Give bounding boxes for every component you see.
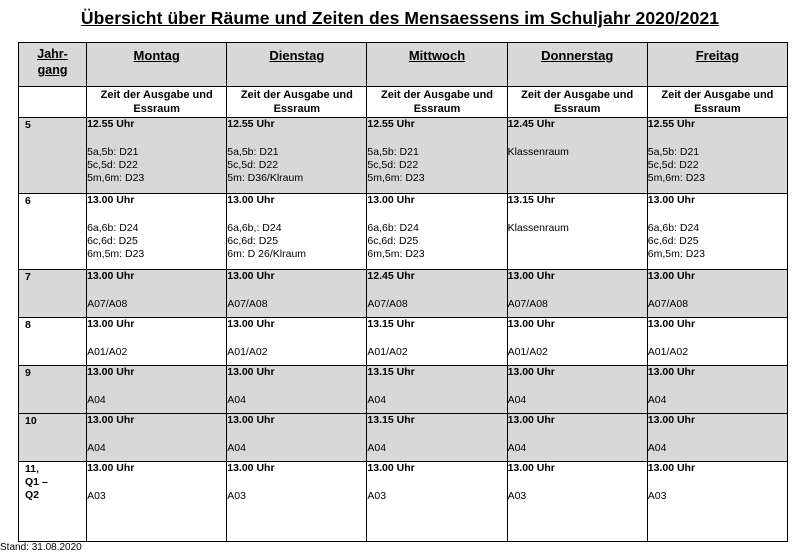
- room-assignment: A07/A08: [87, 298, 128, 310]
- document-title: Übersicht über Räume und Zeiten des Mensaessens im Schuljahr 2020/2021: [80, 8, 720, 28]
- serving-time: 13.00 Uhr: [507, 366, 555, 378]
- room-assignment: A04: [367, 442, 387, 454]
- spacer: [508, 427, 647, 442]
- status-date: Stand: 31.08.2020: [0, 542, 82, 553]
- cell-friday: [647, 366, 787, 414]
- room-assignment: A01/A02: [507, 346, 548, 358]
- spacer: [87, 331, 226, 346]
- spacer: [87, 379, 226, 394]
- cell-wednesday: [367, 366, 507, 414]
- room-assignment: A04: [367, 394, 387, 406]
- serving-time: 13.00 Uhr: [227, 270, 275, 282]
- room-assignment: A04: [507, 394, 527, 406]
- spacer: [227, 207, 366, 222]
- room-assignment: 6a,6b: D24: [367, 222, 419, 234]
- cell-tuesday: [227, 318, 367, 366]
- room-assignment: 6m,5m: D23: [647, 248, 705, 260]
- cell-friday: [647, 194, 787, 270]
- room-assignment: A03: [507, 490, 527, 502]
- spacer: [87, 475, 226, 490]
- cell-monday: [87, 366, 227, 414]
- room-assignment: 6c,6d: D25: [647, 235, 699, 247]
- room-assignment: 6c,6d: D25: [87, 235, 138, 247]
- table-row: [19, 118, 788, 194]
- room-assignment: A04: [227, 442, 246, 454]
- serving-time: 13.00 Uhr: [227, 194, 275, 206]
- grade-label: 6: [25, 195, 31, 207]
- spacer: [648, 207, 787, 222]
- subheader-cell: Zeit der Ausgabe und Essraum: [87, 87, 227, 118]
- serving-time: 13.00 Uhr: [87, 366, 135, 378]
- cell-tuesday: [227, 118, 367, 194]
- cell-thursday: [507, 462, 647, 542]
- cell-thursday: [507, 366, 647, 414]
- cell-friday: [647, 414, 787, 462]
- cell-thursday: [507, 194, 647, 270]
- serving-time: 13.15 Uhr: [367, 318, 415, 330]
- cell-tuesday: [227, 194, 367, 270]
- spacer: [87, 283, 226, 298]
- serving-time: 12.55 Uhr: [87, 118, 135, 130]
- serving-time: 12.55 Uhr: [367, 118, 415, 130]
- room-assignment: A04: [647, 394, 667, 406]
- subheader-empty: [19, 87, 87, 118]
- spacer: [367, 131, 506, 146]
- spacer: [227, 379, 366, 394]
- grade-header-line1: Jahr-: [37, 47, 68, 61]
- cell-tuesday: [227, 414, 367, 462]
- room-assignment: A03: [647, 490, 667, 502]
- spacer: [508, 207, 647, 222]
- grade-cell: [19, 194, 87, 270]
- room-assignment: A04: [87, 442, 106, 454]
- serving-time: 13.00 Uhr: [87, 194, 135, 206]
- schedule-table: [18, 42, 788, 542]
- cell-thursday: [507, 414, 647, 462]
- spacer: [227, 427, 366, 442]
- room-assignment: A04: [507, 442, 527, 454]
- day-header-wednesday: Mittwoch: [367, 43, 507, 87]
- room-assignment: 5c,5d: D22: [367, 159, 419, 171]
- cell-wednesday: [367, 462, 507, 542]
- room-assignment: 5c,5d: D22: [227, 159, 279, 171]
- room-assignment: A03: [227, 490, 246, 502]
- room-assignment: A07/A08: [507, 298, 548, 310]
- header-row-subtitle: [19, 87, 788, 118]
- spacer: [367, 379, 506, 394]
- spacer: [648, 475, 787, 490]
- spacer: [367, 207, 506, 222]
- room-assignment: A04: [647, 442, 667, 454]
- serving-time: 13.00 Uhr: [647, 462, 696, 474]
- room-assignment: A07/A08: [227, 298, 268, 310]
- room-assignment: 5c,5d: D22: [647, 159, 699, 171]
- serving-time: 13.00 Uhr: [87, 414, 135, 426]
- room-assignment: 6m,5m: D23: [367, 248, 425, 260]
- grade-column-header: [19, 43, 87, 87]
- serving-time: 13.00 Uhr: [227, 318, 275, 330]
- spacer: [367, 283, 506, 298]
- room-assignment: 6m,5m: D23: [87, 248, 145, 260]
- room-assignment: 6a,6b: D24: [647, 222, 700, 234]
- cell-wednesday: [367, 414, 507, 462]
- serving-time: 13.00 Uhr: [87, 270, 135, 282]
- grade-cell: [19, 462, 87, 542]
- spacer: [508, 331, 647, 346]
- grade-label: 9: [25, 367, 31, 379]
- serving-time: 13.15 Uhr: [507, 194, 555, 206]
- room-assignment: A03: [87, 490, 106, 502]
- cell-wednesday: [367, 118, 507, 194]
- serving-time: 12.55 Uhr: [227, 118, 275, 130]
- grade-cell: [19, 318, 87, 366]
- grade-label: Q2: [25, 489, 40, 501]
- serving-time: 13.00 Uhr: [507, 318, 555, 330]
- cell-tuesday: [227, 462, 367, 542]
- cell-wednesday: [367, 194, 507, 270]
- room-assignment: A01/A02: [647, 346, 689, 358]
- grade-header-line2: gang: [37, 63, 68, 77]
- serving-time: 13.00 Uhr: [647, 270, 696, 282]
- cell-thursday: [507, 270, 647, 318]
- serving-time: 13.00 Uhr: [367, 462, 415, 474]
- room-assignment: 6c,6d: D25: [227, 235, 279, 247]
- cell-monday: [87, 194, 227, 270]
- room-assignment: 5m: D36/Klraum: [227, 172, 304, 184]
- room-assignment: 6a,6b: D24: [87, 222, 139, 234]
- serving-time: 13.00 Uhr: [507, 414, 555, 426]
- serving-time: 13.00 Uhr: [87, 318, 135, 330]
- grade-label: Q1 –: [25, 476, 48, 488]
- serving-time: 13.00 Uhr: [367, 194, 415, 206]
- serving-time: 12.45 Uhr: [367, 270, 415, 282]
- room-assignment: 6c,6d: D25: [367, 235, 419, 247]
- room-assignment: A07/A08: [367, 298, 408, 310]
- room-assignment: 5a,5b: D21: [87, 146, 139, 158]
- spacer: [648, 283, 787, 298]
- grade-cell: [19, 270, 87, 318]
- serving-time: 13.00 Uhr: [507, 270, 555, 282]
- serving-time: 13.00 Uhr: [647, 366, 696, 378]
- room-assignment: 5a,5b: D21: [227, 146, 279, 158]
- room-assignment: A01/A02: [227, 346, 268, 358]
- serving-time: 13.00 Uhr: [87, 462, 135, 474]
- day-header-friday: Freitag: [647, 43, 787, 87]
- room-assignment: 5c,5d: D22: [87, 159, 138, 171]
- day-header-monday: Montag: [87, 43, 227, 87]
- spacer: [508, 283, 647, 298]
- day-header-thursday: Donnerstag: [507, 43, 647, 87]
- grade-cell: [19, 366, 87, 414]
- grade-cell: [19, 118, 87, 194]
- room-assignment: 5a,5b: D21: [647, 146, 700, 158]
- table-row: [19, 194, 788, 270]
- cell-monday: [87, 462, 227, 542]
- cell-monday: [87, 118, 227, 194]
- spacer: [367, 475, 506, 490]
- day-header-tuesday: Dienstag: [227, 43, 367, 87]
- header-row-days: [19, 43, 788, 87]
- room-assignment: 6m: D 26/Klraum: [227, 248, 307, 260]
- serving-time: 13.00 Uhr: [507, 462, 555, 474]
- room-assignment: Klassenraum: [507, 222, 569, 234]
- cell-friday: [647, 318, 787, 366]
- spacer: [87, 131, 226, 146]
- table-row: [19, 414, 788, 462]
- table-row: [19, 366, 788, 414]
- grade-label: 7: [25, 271, 31, 283]
- spacer: [367, 427, 506, 442]
- spacer: [227, 283, 366, 298]
- serving-time: 13.00 Uhr: [647, 194, 696, 206]
- cell-monday: [87, 270, 227, 318]
- serving-time: 13.00 Uhr: [647, 414, 696, 426]
- subheader-cell: Zeit der Ausgabe und Essraum: [647, 87, 787, 118]
- serving-time: 13.15 Uhr: [367, 366, 415, 378]
- spacer: [508, 379, 647, 394]
- table-row: [19, 270, 788, 318]
- grade-label: 5: [25, 119, 31, 131]
- cell-thursday: [507, 318, 647, 366]
- spacer: [227, 475, 366, 490]
- spacer: [87, 207, 226, 222]
- room-assignment: A04: [87, 394, 106, 406]
- table-row: [19, 318, 788, 366]
- spacer: [648, 427, 787, 442]
- grade-label: 11,: [25, 463, 40, 475]
- serving-time: 13.00 Uhr: [647, 318, 696, 330]
- grade-label: 8: [25, 319, 31, 331]
- spacer: [508, 475, 647, 490]
- subheader-cell: Zeit der Ausgabe und Essraum: [227, 87, 367, 118]
- serving-time: 13.00 Uhr: [227, 366, 275, 378]
- spacer: [227, 331, 366, 346]
- grade-label: 10: [25, 415, 37, 427]
- room-assignment: 5m,6m: D23: [87, 172, 145, 184]
- subheader-cell: Zeit der Ausgabe und Essraum: [507, 87, 647, 118]
- serving-time: 13.15 Uhr: [367, 414, 415, 426]
- cell-wednesday: [367, 270, 507, 318]
- spacer: [648, 331, 787, 346]
- room-assignment: A04: [227, 394, 246, 406]
- cell-thursday: [507, 118, 647, 194]
- spacer: [227, 131, 366, 146]
- table-row: [19, 462, 788, 542]
- room-assignment: 6a,6b,: D24: [227, 222, 282, 234]
- room-assignment: 5m,6m: D23: [647, 172, 705, 184]
- cell-friday: [647, 462, 787, 542]
- spacer: [648, 131, 787, 146]
- room-assignment: A01/A02: [367, 346, 408, 358]
- cell-wednesday: [367, 318, 507, 366]
- room-assignment: 5a,5b: D21: [367, 146, 419, 158]
- cell-monday: [87, 318, 227, 366]
- room-assignment: 5m,6m: D23: [367, 172, 425, 184]
- cell-tuesday: [227, 366, 367, 414]
- serving-time: 12.55 Uhr: [647, 118, 696, 130]
- serving-time: 13.00 Uhr: [227, 462, 275, 474]
- spacer: [87, 427, 226, 442]
- serving-time: 13.00 Uhr: [227, 414, 275, 426]
- spacer: [508, 131, 647, 146]
- subheader-cell: Zeit der Ausgabe und Essraum: [367, 87, 507, 118]
- schedule-body: [19, 118, 788, 542]
- cell-friday: [647, 270, 787, 318]
- grade-cell: [19, 414, 87, 462]
- room-assignment: Klassenraum: [507, 146, 569, 158]
- spacer: [648, 379, 787, 394]
- cell-tuesday: [227, 270, 367, 318]
- spacer: [367, 331, 506, 346]
- room-assignment: A01/A02: [87, 346, 128, 358]
- room-assignment: A07/A08: [647, 298, 689, 310]
- serving-time: 12.45 Uhr: [507, 118, 555, 130]
- cell-friday: [647, 118, 787, 194]
- room-assignment: A03: [367, 490, 387, 502]
- cell-monday: [87, 414, 227, 462]
